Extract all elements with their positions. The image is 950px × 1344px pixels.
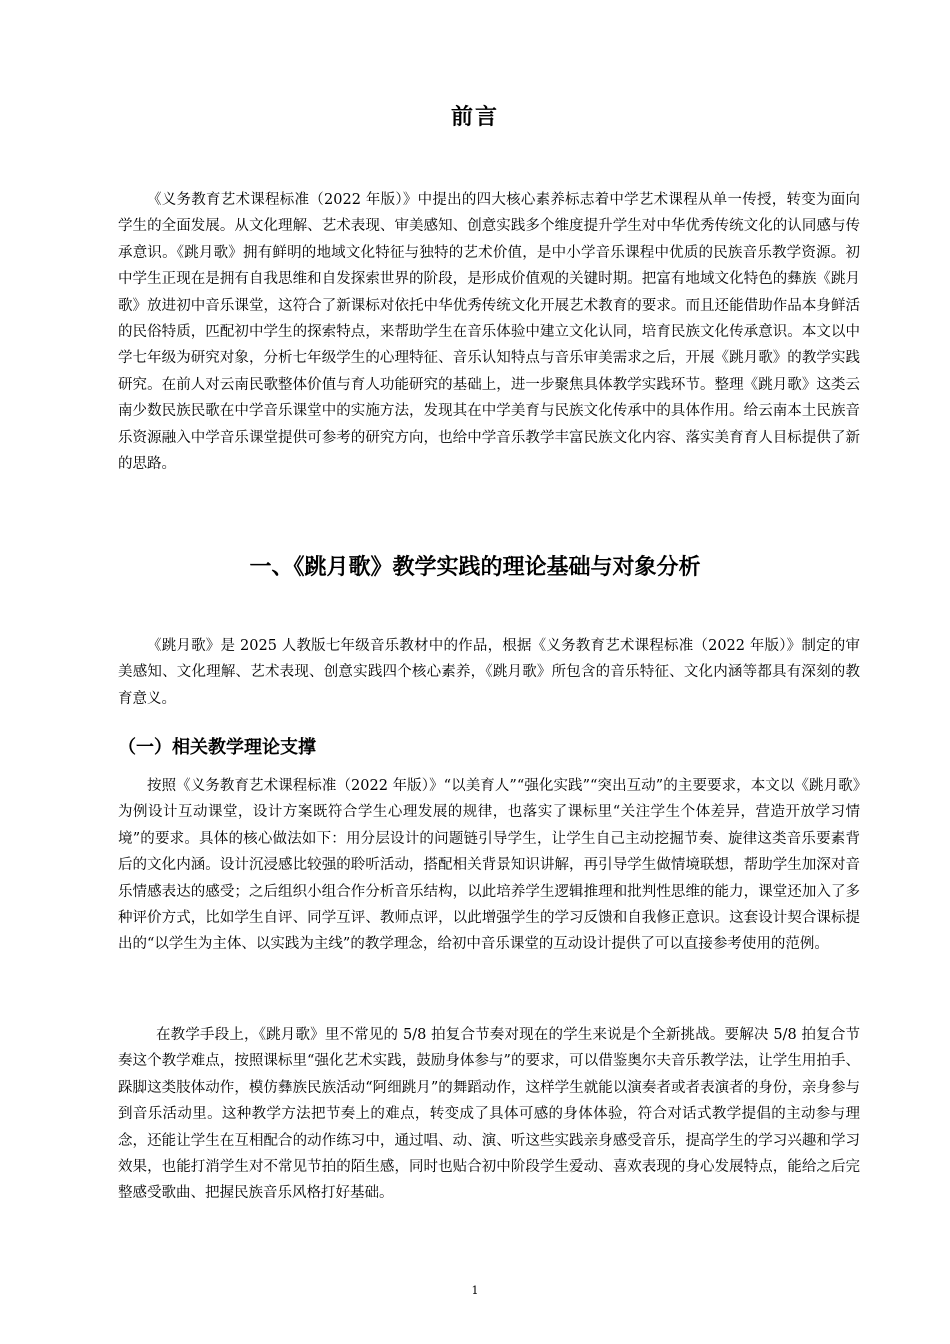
body-paragraph: 按照《义务教育艺术课程标准（2022 年版）》“以美育人”“强化实践”“突出互动”的主要要求，本文以《跳月歌》为例设计互动课堂，设计方案既符合学生心理发展的规律，也落实了课标里“关注学生个体差异，营造开放学习情境”的要求。具体的核心做法如下：用分层设计的问题链引导学生，让学生自己主动挖掘节奏、旋律这类音乐要素背后的文化内涵。设计沉浸感比较强的聆听活动，搭配相关背景知识讲解，再引导学生做情境联想，帮助学生加深对音乐情感表达的感受；之后组织小组合作分析音乐结构，以此培养学生逻辑推理和批判性思维的能力，课堂还加入了多种评价方式，比如学生自评、同学互评、教师点评，以此增强学生的学习反馈和自我修正意识。这套设计契合课标提出的“以学生为主体、以实践为主线”的教学理念，给初中音乐课堂的互动设计提供了可以直接参考使用的范例。 (118, 778, 860, 953)
preface-paragraph: 《义务教育艺术课程标准（2022 年版）》中提出的四大核心素养标志着中学艺术课程从单一传授，转变为面向学生的全面发展。从文化理解、艺术表现、审美感知、创意实践多个维度提升学生对中华优秀传统文化的认同感与传承意识。《跳月歌》拥有鲜明的地域文化特征与独特的艺术价值，是中小学音乐课程中优质的民族音乐教学资源。初中学生正现在是拥有自我思维和自发探索世界的阶段，是形成价值观的关键时期。把富有地域文化特色的彝族《跳月歌》放进初中音乐课堂，这符合了新课标对依托中华优秀传统文化开展艺术教育的要求。而且还能借助作品本身鲜活的民俗特质，匹配初中学生的探索特点，来帮助学生在音乐体验中建立文化认同，培育民族文化传承意识。本文以中学七年级为研究对象，分析七年级学生的心理特征、音乐认知特点与音乐审美需求之后，开展《跳月歌》的教学实践研究。在前人对云南民歌整体价值与育人功能研究的基础上，进一步聚焦具体教学实践环节。整理《跳月歌》这类云南少数民族民歌在中学音乐课堂中的实施方法，发现其在中学美育与民族文化传承中的具体作用。给云南本土民族音乐资源融入中学音乐课堂提供可参考的研究方向，也给中学音乐教学丰富民族文化内容、落实美育育人目标提供了新的思路。 (118, 192, 860, 473)
subsection-title: （一）相关教学理论支撑 (118, 737, 316, 758)
section-intro-paragraph: 《跳月歌》是 2025 人教版七年级音乐教材中的作品，根据《义务教育艺术课程标准（2022 年版）》制定的审美感知、文化理解、艺术表现、创意实践四个核心素养，《跳月歌》所包含的音乐特征、文化内涵等都具有深刻的教育意义。 (118, 638, 860, 707)
body-paragraph: 在教学手段上，《跳月歌》里不常见的 5/8 拍复合节奏对现在的学生来说是个全新挑战。要解决 5/8 拍复合节奏这个教学难点，按照课标里“强化艺术实践，鼓励身体参与”的要求，可以借鉴奥尔夫音乐教学法，让学生用拍手、跺脚这类肢体动作，模仿彝族民族活动“阿细跳月”的舞蹈动作，这样学生就能以演奏者或者表演者的身份，亲身参与到音乐活动里。这种教学方法把节奏上的难点，转变成了具体可感的身体体验，符合对话式教学提倡的主动参与理念，还能让学生在互相配合的动作练习中，通过唱、动、演、听这些实践亲身感受音乐，提高学生的学习兴趣和学习效果，也能打消学生对不常见节拍的陌生感，同时也贴合初中阶段学生爱动、喜欢表现的身心发展特点，能给之后完整感受歌曲、把握民族音乐风格打好基础。 (118, 1027, 860, 1202)
preface-title: 前言 (450, 105, 499, 130)
page-number: 1 (471, 1284, 479, 1297)
section-title: 一、《跳月歌》教学实践的理论基础与对象分析 (249, 555, 701, 580)
